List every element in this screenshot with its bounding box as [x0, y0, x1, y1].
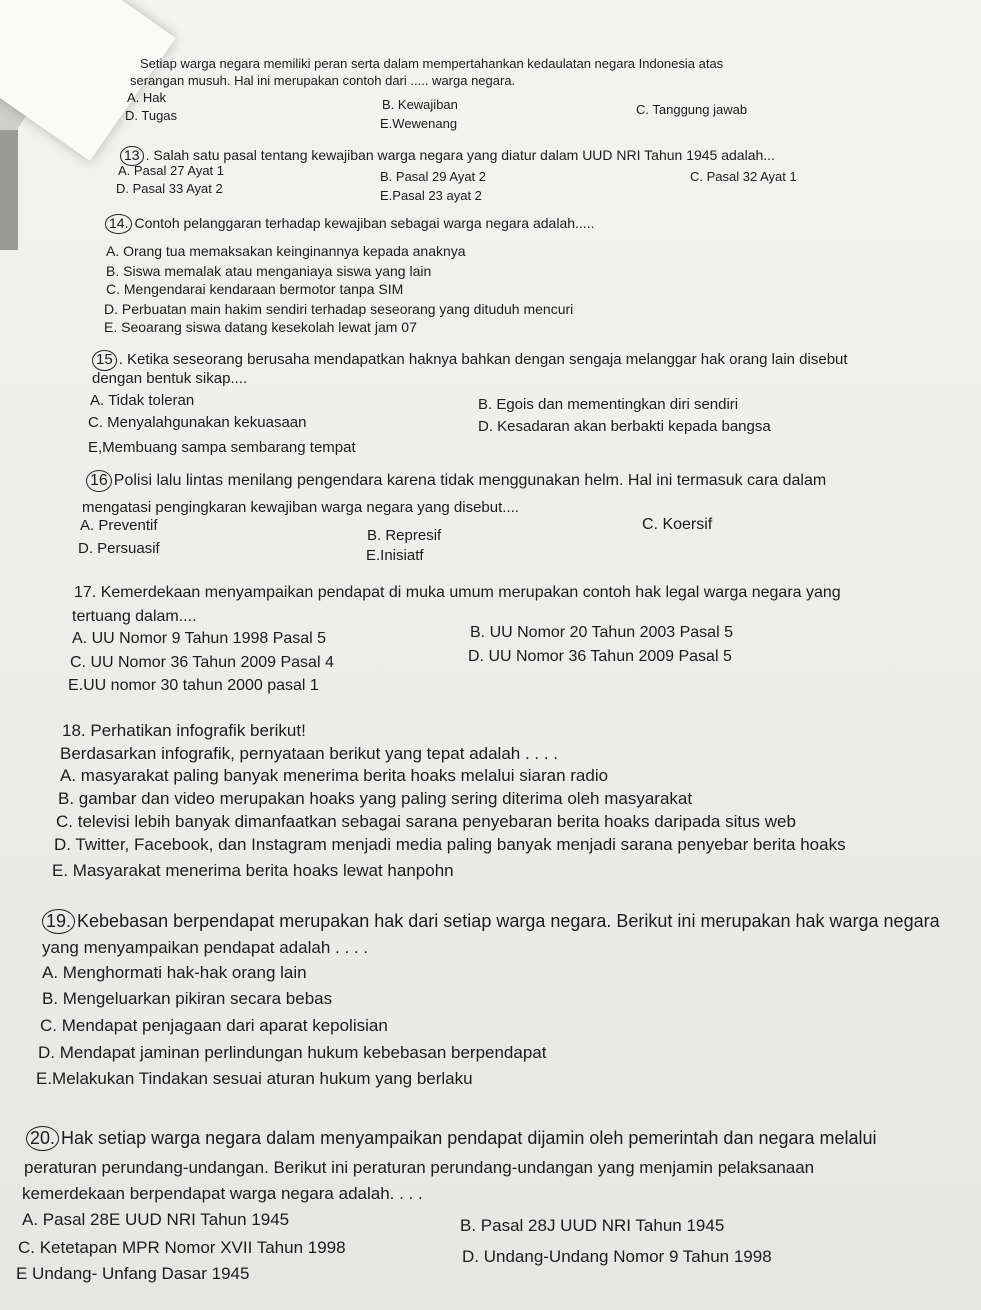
q15-text-line2: dengan bentuk sikap....: [92, 370, 248, 387]
q20-option-a: A. Pasal 28E UUD NRI Tahun 1945: [22, 1210, 290, 1229]
q14-option-a: A. Orang tua memaksakan keinginannya kepada anaknya: [106, 243, 466, 259]
q12-option-c: C. Tanggung jawab: [636, 102, 748, 117]
q19-option-e: E.Melakukan Tindakan sesuai aturan hukum yang berlaku: [36, 1069, 473, 1088]
q20-text-line3: kemerdekaan berpendapat warga negara adalah. . . .: [22, 1184, 423, 1203]
q13-option-d: D. Pasal 33 Ayat 2: [116, 181, 223, 196]
q13-option-a: A. Pasal 27 Ayat 1: [118, 163, 224, 178]
q13-text: . Salah satu pasal tentang kewajiban warga negara yang diatur dalam UUD NRI Tahun 1945 adalah...: [145, 147, 775, 163]
q17-text-line1: 17. Kemerdekaan menyampaikan pendapat di muka umum merupakan contoh hak legal warga negara yang: [74, 584, 841, 601]
q20-question-line1: [26, 1126, 877, 1151]
q19-question-line1: [42, 909, 940, 934]
q16-option-a: A. Preventif: [80, 517, 158, 534]
q17-option-c: C. UU Nomor 36 Tahun 2009 Pasal 4: [70, 654, 334, 671]
q13-option-c: C. Pasal 32 Ayat 1: [690, 169, 797, 184]
q19-text-line1: Kebebasan berpendapat merupakan hak dari setiap warga negara. Berikut ini merupakan hak warga negara: [77, 911, 940, 931]
q18-text-line1: 18. Perhatikan infografik berikut!: [62, 721, 306, 740]
q15-option-c: C. Menyalahgunakan kekuasaan: [88, 414, 307, 431]
q20-option-b: B. Pasal 28J UUD NRI Tahun 1945: [460, 1216, 725, 1235]
q16-text-line1: Polisi lalu lintas menilang pengendara karena tidak menggunakan helm. Hal ini termasuk cara dalam: [113, 472, 827, 489]
q16-option-b: B. Represif: [367, 527, 442, 544]
q15-option-e: E,Membuang sampa sembarang tempat: [88, 439, 356, 456]
q15-option-a: A. Tidak toleran: [90, 392, 195, 409]
q12-text-line2: serangan musuh. Hal ini merupakan contoh dari ..... warga negara.: [130, 73, 516, 88]
q15-text-line1: . Ketika seseorang berusaha mendapatkan haknya bahkan dengan sengaja melanggar hak orang lain disebut: [118, 351, 848, 368]
q19-option-a: A. Menghormati hak-hak orang lain: [42, 963, 307, 982]
q19-text-line2: yang menyampaikan pendapat adalah . . . .: [42, 938, 369, 957]
q18-option-a: A. masyarakat paling banyak menerima berita hoaks melalui siaran radio: [60, 766, 609, 785]
q17-option-d: D. UU Nomor 36 Tahun 2009 Pasal 5: [468, 648, 732, 665]
q13-option-e: E.Pasal 23 ayat 2: [380, 188, 482, 203]
q18-text-line2: Berdasarkan infografik, pernyataan berikut yang tepat adalah . . . .: [60, 744, 559, 763]
q13-option-b: B. Pasal 29 Ayat 2: [380, 169, 486, 184]
q20-text-line1: Hak setiap warga negara dalam menyampaikan pendapat dijamin oleh pemerintah dan negara melalui: [61, 1128, 877, 1148]
q18-option-c: C. televisi lebih banyak dimanfaatkan sebagai sarana penyebaran berita hoaks daripada situs web: [56, 812, 796, 831]
q16-option-e: E.Inisiatf: [366, 547, 424, 564]
q20-option-e: E Undang- Unfang Dasar 1945: [16, 1264, 250, 1283]
q15-question-line1: [92, 350, 848, 371]
q12-option-b: B. Kewajiban: [382, 97, 458, 112]
q14-number: 14.: [105, 214, 132, 234]
q14-option-d: D. Perbuatan main hakim sendiri terhadap seseorang yang dituduh mencuri: [104, 301, 574, 317]
q18-option-d: D. Twitter, Facebook, dan Instagram menjadi media paling banyak menjadi sarana penyebar berita hoaks: [54, 835, 846, 854]
q18-option-b: B. gambar dan video merupakan hoaks yang paling sering diterima oleh masyarakat: [58, 789, 693, 808]
q15-option-d: D. Kesadaran akan berbakti kepada bangsa: [478, 418, 771, 435]
q19-option-b: B. Mengeluarkan pikiran secara bebas: [42, 989, 333, 1008]
q15-number: 15: [92, 350, 117, 371]
q14-text: Contoh pelanggaran terhadap kewajiban sebagai warga negara adalah.....: [134, 215, 595, 231]
q14-option-e: E. Seoarang siswa datang kesekolah lewat jam 07: [104, 319, 417, 335]
q12-option-d: D. Tugas: [125, 108, 178, 123]
q16-number: 16: [86, 470, 112, 492]
q14-option-b: B. Siswa memalak atau menganiaya siswa yang lain: [106, 263, 432, 279]
q17-text-line2: tertuang dalam....: [72, 608, 197, 625]
q16-question-line1: [86, 470, 826, 492]
q19-option-d: D. Mendapat jaminan perlindungan hukum kebebasan berpendapat: [38, 1043, 547, 1062]
q17-option-e: E.UU nomor 30 tahun 2000 pasal 1: [68, 677, 319, 694]
q12-option-e: E.Wewenang: [380, 116, 458, 131]
q13-number: 13: [120, 146, 144, 166]
q14-question: [105, 214, 594, 234]
q16-option-d: D. Persuasif: [78, 540, 160, 557]
q20-option-d: D. Undang-Undang Nomor 9 Tahun 1998: [462, 1247, 772, 1266]
q16-option-c: C. Koersif: [642, 516, 713, 533]
q15-option-b: B. Egois dan mementingkan diri sendiri: [478, 396, 739, 413]
q18-option-e: E. Masyarakat menerima berita hoaks lewat hanpohn: [52, 861, 454, 880]
q19-number: 19.: [42, 909, 75, 934]
q20-option-c: C. Ketetapan MPR Nomor XVII Tahun 1998: [18, 1238, 346, 1257]
q19-option-c: C. Mendapat penjagaan dari aparat kepolisian: [40, 1016, 388, 1035]
q20-text-line2: peraturan perundang-undangan. Berikut ini peraturan perundang-undangan yang menjamin pelaksanaan: [24, 1158, 815, 1177]
q16-text-line2: mengatasi pengingkaran kewajiban warga negara yang disebut....: [82, 499, 519, 516]
q20-number: 20.: [26, 1126, 59, 1151]
q17-option-b: B. UU Nomor 20 Tahun 2003 Pasal 5: [470, 624, 733, 641]
q12-option-a: A. Hak: [127, 90, 167, 105]
q12-text-line1: Setiap warga negara memiliki peran serta dalam mempertahankan kedaulatan negara Indonesia atas: [140, 56, 724, 71]
left-edge-shadow: [0, 130, 18, 250]
q17-option-a: A. UU Nomor 9 Tahun 1998 Pasal 5: [72, 630, 327, 647]
q14-option-c: C. Mengendarai kendaraan bermotor tanpa SIM: [106, 281, 404, 297]
